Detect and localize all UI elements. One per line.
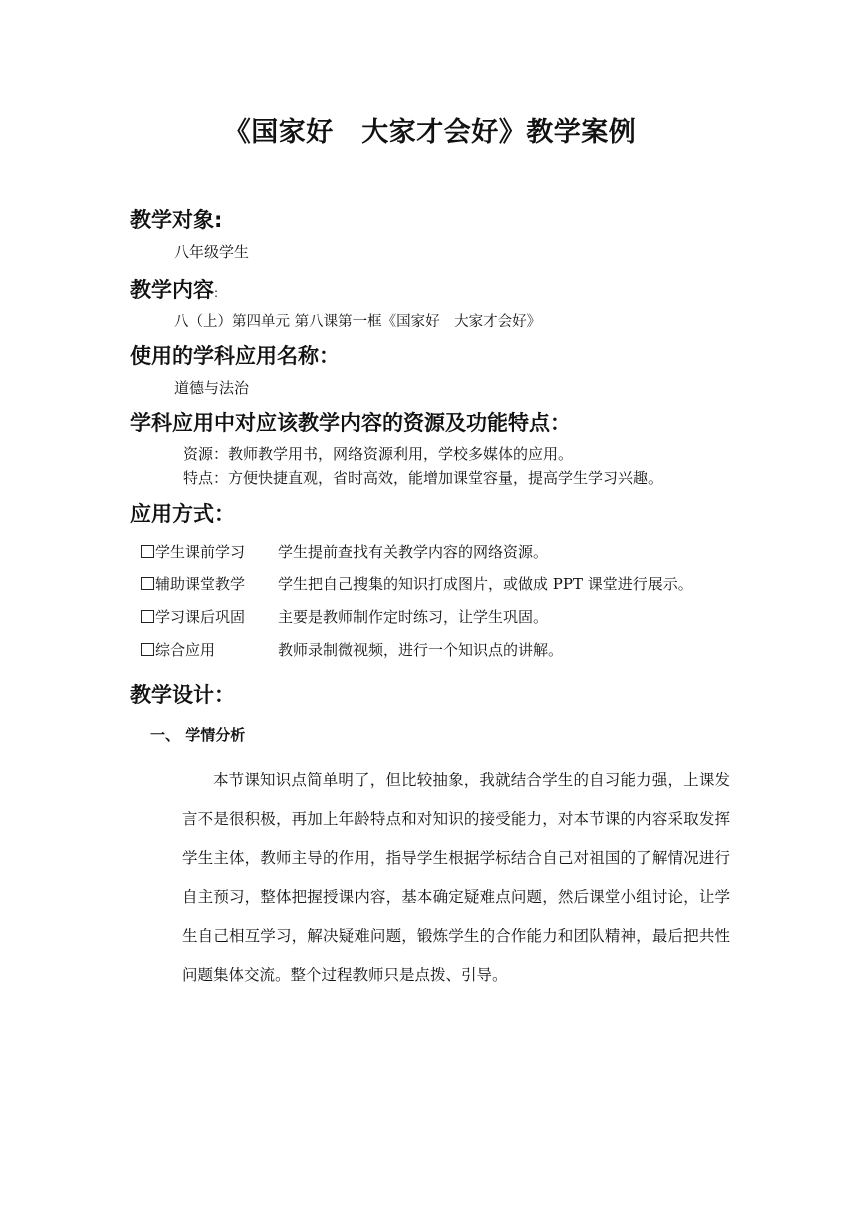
heading-teaching-content-label: 教学内容: [130, 278, 214, 302]
method-item: [141, 639, 215, 660]
heading-app-name: 使用的学科应用名称：: [130, 344, 340, 368]
feature-line: 特点：方便快捷直观，省时高效，能增加课堂容量，提高学生学习兴趣。: [183, 469, 664, 487]
method-desc: 学生把自己搜集的知识打成图片，或做成 PPT 课堂进行展示。: [278, 575, 693, 593]
heading-teaching-content: [130, 274, 218, 304]
heading-methods: 应用方式：: [130, 502, 235, 526]
method-item: [141, 573, 245, 594]
heading-teaching-design: 教学设计：: [130, 683, 235, 707]
teaching-content-text: 八（上）第四单元 第八课第一框《国家好 大家才会好》: [174, 314, 542, 330]
heading-colon: :: [214, 286, 219, 300]
method-item: [141, 606, 245, 627]
checkbox-icon[interactable]: [141, 545, 154, 558]
teaching-target-text: 八年级学生: [174, 243, 250, 261]
method-label: 学习课后巩固: [155, 608, 246, 626]
checkbox-icon[interactable]: [141, 577, 154, 590]
method-label: 综合应用: [155, 641, 216, 659]
method-label: 学生课前学习: [155, 543, 246, 561]
method-label: 辅助课堂教学: [155, 575, 246, 593]
app-name-text: 道德与法治: [174, 379, 250, 397]
method-desc: 学生提前查找有关教学内容的网络资源。: [278, 543, 549, 561]
subheading-learning-analysis: 一、 学情分析: [150, 726, 246, 744]
document-title: 《国家好 大家才会好》教学案例: [223, 117, 637, 148]
method-desc: 主要是教师制作定时练习，让学生巩固。: [278, 608, 549, 626]
learning-analysis-paragraph: 本节课知识点简单明了，但比较抽象，我就结合学生的自习能力强，上课发言不是很积极，再加上年龄特点和对知识的接受能力，对本节课的内容采取发挥学生主体，教师主导的作用，指导学生根据学标结合自己对祖国的了解情况进行自主预习，整体把握授课内容，基本确定疑难点问题，然后课堂小组讨论，让学生自己相互学习，解决疑难问题，锻炼学生的合作能力和团队精神，最后把共性问题集体交流。整个过程教师只是点拨、引导。: [182, 771, 730, 984]
heading-teaching-target: 教学对象:: [130, 208, 223, 232]
checkbox-icon[interactable]: [141, 643, 154, 656]
heading-resources: 学科应用中对应该教学内容的资源及功能特点：: [130, 411, 571, 435]
method-desc: 教师录制微视频，进行一个知识点的讲解。: [278, 641, 564, 659]
method-item: [141, 541, 245, 562]
resource-line: 资源：教师教学用书，网络资源利用，学校多媒体的应用。: [183, 445, 574, 463]
checkbox-icon[interactable]: [141, 610, 154, 623]
